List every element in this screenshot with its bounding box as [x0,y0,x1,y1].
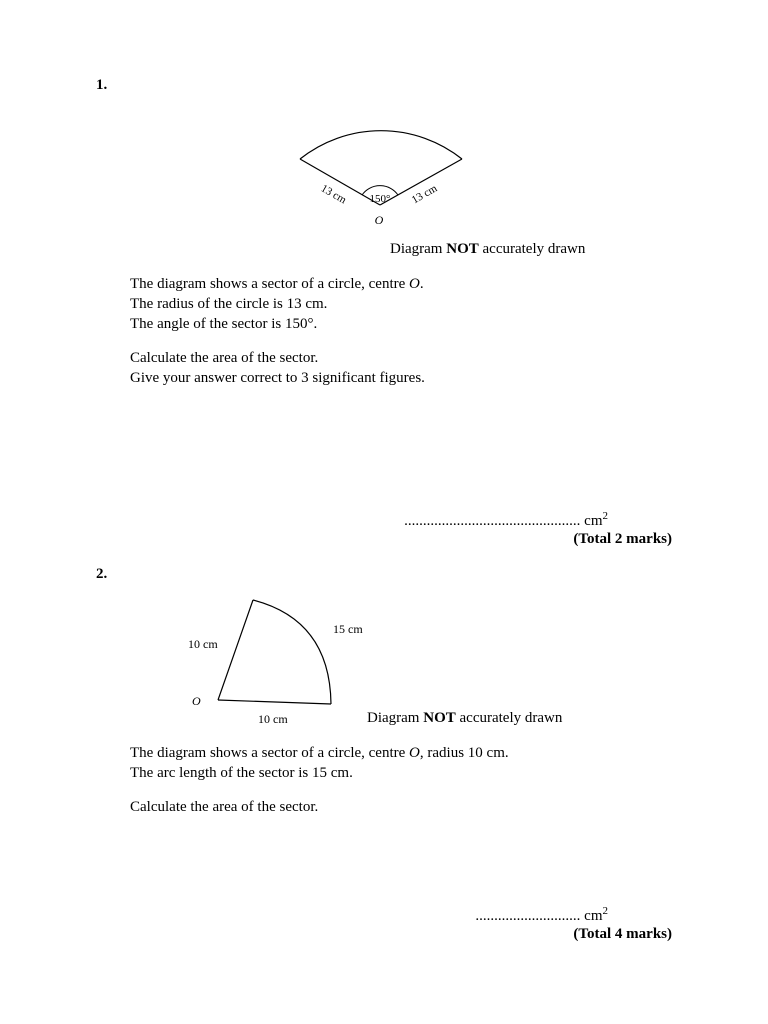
q1-description [130,274,424,334]
q2-arc-label: 15 cm [333,622,363,636]
q2-description [130,743,509,783]
q1-answer-line[interactable]: ............................................... $cm^2$ [404,510,608,529]
q1-total-marks: (Total 2 marks) [573,531,672,547]
q2-answer-unit: cm [584,908,603,924]
q1-answer-unit: cm [584,513,603,529]
q1-sector-diagram [290,105,475,230]
q1-right-radius-label: 13 cm [409,182,440,207]
q1-angle-label: 150° [369,193,391,205]
q2-line-arc: The arc length of the sector is 15 cm. [130,765,353,781]
q1-instructions [130,348,425,388]
q2-bottom-radius [218,700,331,704]
q2-diagram-caption: Diagram NOT accurately drawn [367,710,563,726]
q2-centre-label: O [192,694,201,708]
q2-left-radius [218,600,253,700]
q1-left-radius-label: 13 cm [318,182,349,207]
question-1-number: 1. [96,77,108,93]
q1-instruction-calculate: Calculate the area of the sector. [130,350,319,366]
q2-line-centre: The diagram shows a sector of a circle, centre O, radius 10 cm. [130,745,509,761]
q1-answer-dots: ............................................... [404,513,581,529]
q2-sector-diagram [180,590,380,730]
q2-instruction: Calculate the area of the sector. [130,799,319,815]
q2-sector-arc [253,600,331,704]
q2-answer-dots: ............................ [475,908,581,924]
q1-sector-arc [300,131,462,159]
q1-instruction-sigfigs: Give your answer correct to 3 significant figures. [130,370,425,386]
q1-diagram-caption: Diagram NOT accurately drawn [390,241,586,257]
q2-total-marks: (Total 4 marks) [573,926,672,942]
q1-centre-label: O [374,213,384,227]
q2-left-radius-label: 10 cm [188,637,218,651]
q1-line-angle: The angle of the sector is 150°. [130,316,318,332]
question-2-number: 2. [96,566,108,582]
q1-line-radius: The radius of the circle is 13 cm. [130,296,328,312]
q1-line-centre: The diagram shows a sector of a circle, centre O. [130,276,424,292]
q2-answer-line[interactable]: ............................ $cm^2$ [475,905,608,924]
q2-bottom-radius-label: 10 cm [258,712,288,726]
